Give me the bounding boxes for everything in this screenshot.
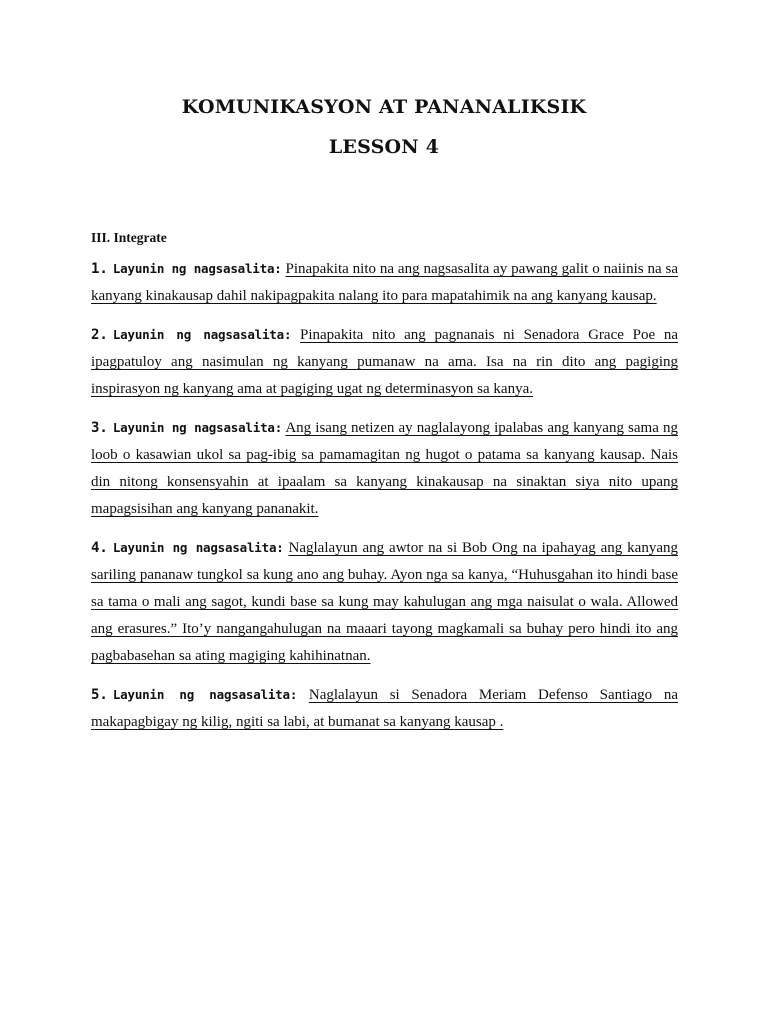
item-number: 3. <box>91 420 108 436</box>
item-answer: Pinapakita nito na ang nagsasalita ay pawang galit o naiinis na sa kanyang kinakausap dahil nakipagpakita nalang ito para mapatahimik na ang kanyang kausap. <box>91 261 678 304</box>
item-answer: Naglalayun si Senadora Meriam Defenso Santiago na makapagbigay ng kilig, ngiti sa labi, at bumanat sa kanyang kausap . <box>91 687 679 730</box>
list-item <box>91 255 678 310</box>
document-title: KOMUNIKASYON AT PANANALIKSIK <box>181 96 587 118</box>
item-label: Layunin ng nagsasalita: <box>112 540 284 555</box>
item-number: 2. <box>91 327 108 343</box>
list-item <box>91 534 678 670</box>
list-item <box>91 681 678 736</box>
item-answer: Ang isang netizen ay naglalayong ipalabas ang kanyang sama ng loob o kasawian ukol sa pag-ibig sa pamamagitan ng hugot o patama sa kanyang kausap. Nais din nitong konsensyahin at ipaalam sa kanyang kinakausap na sinaktan siya nito upang mapagsisihan ang kanyang pananakit. <box>91 420 678 517</box>
lesson-title: LESSON 4 <box>328 136 440 158</box>
item-number: 4. <box>91 540 108 556</box>
section-heading: III. Integrate <box>91 230 167 245</box>
list-item <box>91 414 678 523</box>
item-number: 1. <box>91 261 108 277</box>
item-answer: Naglalayun ang awtor na si Bob Ong na ipahayag ang kanyang sariling pananaw tungkol sa kung ano ang buhay. Ayon nga sa kanya, “Huhusgahan ito hindi base sa tama o mali ang sagot, kundi base sa kung may kahulugan ang mga naisulat o wala. Allowed ang erasures.” Ito’y nangangahulugan na maaari tayong magkamali sa buhay pero hindi ito ang pagbabasehan sa ating magiging kahihinatnan. <box>91 540 678 664</box>
list-item <box>91 321 678 403</box>
item-label: Layunin ng nagsasalita: <box>112 420 283 435</box>
item-answer: Pinapakita nito ang pagnanais ni Senadora Grace Poe na ipagpatuloy ang nasimulan ng kanyang pumanaw na ama. Isa na rin dito ang pagiging inspirasyon ng kanyang ama at pagiging ugat ng determinasyon sa kanya. <box>91 327 678 397</box>
item-number: 5. <box>91 687 108 703</box>
item-label: Layunin ng nagsasalita: <box>112 261 282 276</box>
answer-list <box>91 255 678 747</box>
item-label: Layunin ng nagsasalita: <box>112 687 298 702</box>
item-label: Layunin ng nagsasalita: <box>112 327 292 342</box>
